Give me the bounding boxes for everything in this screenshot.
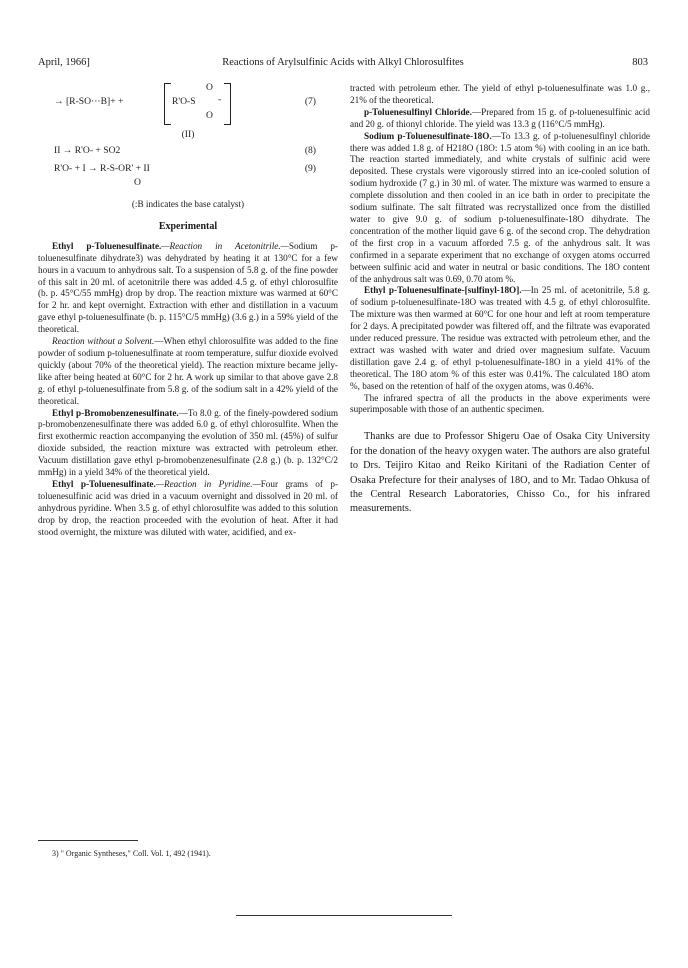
equation-9-o-label: O (134, 177, 141, 188)
header-title: Reactions of Arylsulfinic Acids with Alkyl Chlorosulfites (222, 57, 464, 68)
right-bracket (224, 83, 231, 125)
paragraph-infrared: The infrared spectra of all the products in the above experiments were superimposable with those of an authentic specimen. (350, 392, 650, 415)
paragraph-pyridine: Ethyl p-Toluenesulfinate.—Reaction in Pyridine.—Four grams of p-toluenesulfinic acid was dried in a vacuum overnight and dissolved in 20 ml. of anhydrous pyridine. When 3.5 g. of ethyl chlorosulfite was added to this solution drop by drop, the reaction proceeded with the evolution of heat. After it had stood overnight, the mixture was diluted with water, acidified, and ex- (38, 478, 338, 537)
header-date: April, 1966] (38, 57, 90, 68)
section-heading: Experimental (158, 220, 218, 232)
end-rule (236, 915, 452, 916)
equation-9-oxygen (38, 179, 338, 193)
paragraph-continuation: tracted with petroleum ether. The yield of ethyl p-toluenesulfinate was 1.0 g., 21% of the theoretical. (350, 83, 650, 105)
paragraph-bromobenzenesulfinate: Ethyl p-Bromobenzenesulfinate.—To 8.0 g. of the finely-powdered sodium p-bromobenzenesulfinate there was added 6.0 g. of ethyl chlorosulfite. When the first exothermic reaction accompanying the evolution of 350 ml. (45%) of sulfur dioxide subsided, the reaction mixture was extracted with petroleum ether. Vacuum distillation gave ethyl p-bromobenzenesulfinate (2.8 g.) (b. p. 132°C/2 mmHg) in a yield 34% of the theoretical yield. (38, 407, 339, 478)
footnote-rule (38, 840, 138, 841)
equation-7-lhs: → [R-SO···B]+ + (54, 96, 124, 107)
equation-9-number: (9) (304, 163, 316, 174)
paragraph-acetonitrile: Ethyl p-Toluenesulfinate.—Reaction in Acetonitrile.—Sodium p-toluenesulfinate dihydrate3) was dehydrated by heating it at 130°C for a few hours in a vacuum to anhydrous salt. To a suspension of 5.8 g. of the fine powder of this salt in 20 ml. of acetonitrile there was added 4.5 g. of ethyl chlorosulfite (b. p. 45°C/55 mmHg) drop by drop. The reaction mixture was warmed at 60°C for 2 hr. and kept overnight. Extraction with ether and distillation in a vacuum gave ethyl p-toluenesulfinate (b. p. 115°C/5 mmHg) (3.6 g.) in a 59% yield of the theoretical. (38, 240, 338, 335)
left-column (38, 83, 338, 538)
paragraph-no-solvent: Reaction without a Solvent.—When ethyl chlorosulfite was added to the fine powder of sodium p-toluenesulfinate at room temperature, sulfur dioxide evolved quickly (about 70% of the theoretical yield). The reaction mixture became jelly-like after being heated at 60°C for 2 hr. A work up similar to that above gave 2.8 g. of ethyl p-toluenesulfinate from 5.8 g. of the sodium salt in a 42% yield of the theoretical. (38, 336, 338, 406)
equation-8-number: (8) (304, 145, 316, 156)
equation-9 (38, 161, 338, 179)
right-column (350, 83, 650, 517)
equation-7-number: (7) (304, 96, 316, 107)
equation-9-expr: R'O- + I → R-S-OR' + II (54, 163, 150, 174)
compound-label-ii: (II) (181, 129, 195, 140)
equation-7-o-bottom: O (206, 110, 213, 121)
equation-7 (38, 83, 338, 129)
equation-7-inner: R'O-S (172, 96, 196, 107)
equation-8-expr: II → R'O- + SO2 (54, 145, 121, 156)
running-header (38, 57, 648, 73)
paragraph-sulfinyl-chloride: p-Toluenesulfinyl Chloride.—Prepared from 15 g. of p-toluenesulfinic acid and 20 g. of thionyl chloride. The yield was 13.3 g (116°C/5 mmHg). (350, 106, 650, 129)
paragraph-sodium-18o: Sodium p-Toluenesulfinate-18O.—To 13.3 g. of p-toluenesulfinyl chloride there was added 1.8 g. of H218O (18O: 1.5 atom %) with cooling in an ice bath. The reaction started immediately, and white crystals of sulfinic acid were deposited. These crystals were vigorously stirred into an ice-cooled solution of sodium hydroxide (7 g.) in 30 ml. of water. The mixture was warmed to ensure a complete dissolution and then cooled in an ice bath in order to precipitate the sodium sulfinate. The salt filtrated was recrystallized once from the distilled water to give 9.0 g. of sodium p-toluenesulfinate-18O dihydrate. The concentration of the mother liquid gave 6 g. of the second crop. The dehydration of the first crop in a vacuum afforded 7.5 g. of the anhydrous salt. It was confirmed in a separate experiment that no exchange of oxygen atoms occurred between sulfinic acid and water in neutral or basic conditions. The 18O content of the anhydrous salt was 0.69, 0.70 atom %. (350, 130, 651, 284)
acknowledgment: Thanks are due to Professor Shigeru Oae of Osaka City University for the donation of the heavy oxygen water. The authors are also grateful to Drs. Teijiro Kitao and Reiko Kiritani of the Radiation Center of Osaka Prefecture for their analyses of 18O, and to Mr. Tadao Ohkusa of the Central Research Laboratories, Chisso Co., for his infrared measurements. (350, 431, 650, 515)
equation-7-o-top: O (206, 82, 213, 93)
catalyst-note: (:B indicates the base catalyst) (131, 199, 245, 209)
footnote: 3) " Organic Syntheses," Coll. Vol. 1, 492 (1941). (52, 849, 211, 858)
paragraph-ethyl-18o: Ethyl p-Toluenesulfinate-[sulfinyl-18O].—In 25 ml. of acetonitrile, 5.8 g. of sodium p-toluenesulfinate-18O was treated with 4.5 g. of ethyl chlorosulfite. The mixture was then warmed at 60°C for one hour and left at room temperature for 2 days. A precipitated powder was filtered off, and the filtrate was evaporated under reduced pressure. The residue was extracted with petroleum ether, and the extract was washed with water and dried over magnesium sulfate. Vacuum distillation gave 2.4 g. of ethyl p-toluenesulfinate-18O in a yield 41% of the theoretical. The 18O atom % of this ester was 0.41%. The calculated 18O atom %, based on the retention of half of the oxygen atoms, was 0.46%. (350, 285, 650, 391)
left-bracket (164, 83, 171, 125)
equation-7-charge: - (218, 94, 222, 105)
equation-8 (38, 143, 338, 161)
page-number: 803 (632, 57, 648, 68)
